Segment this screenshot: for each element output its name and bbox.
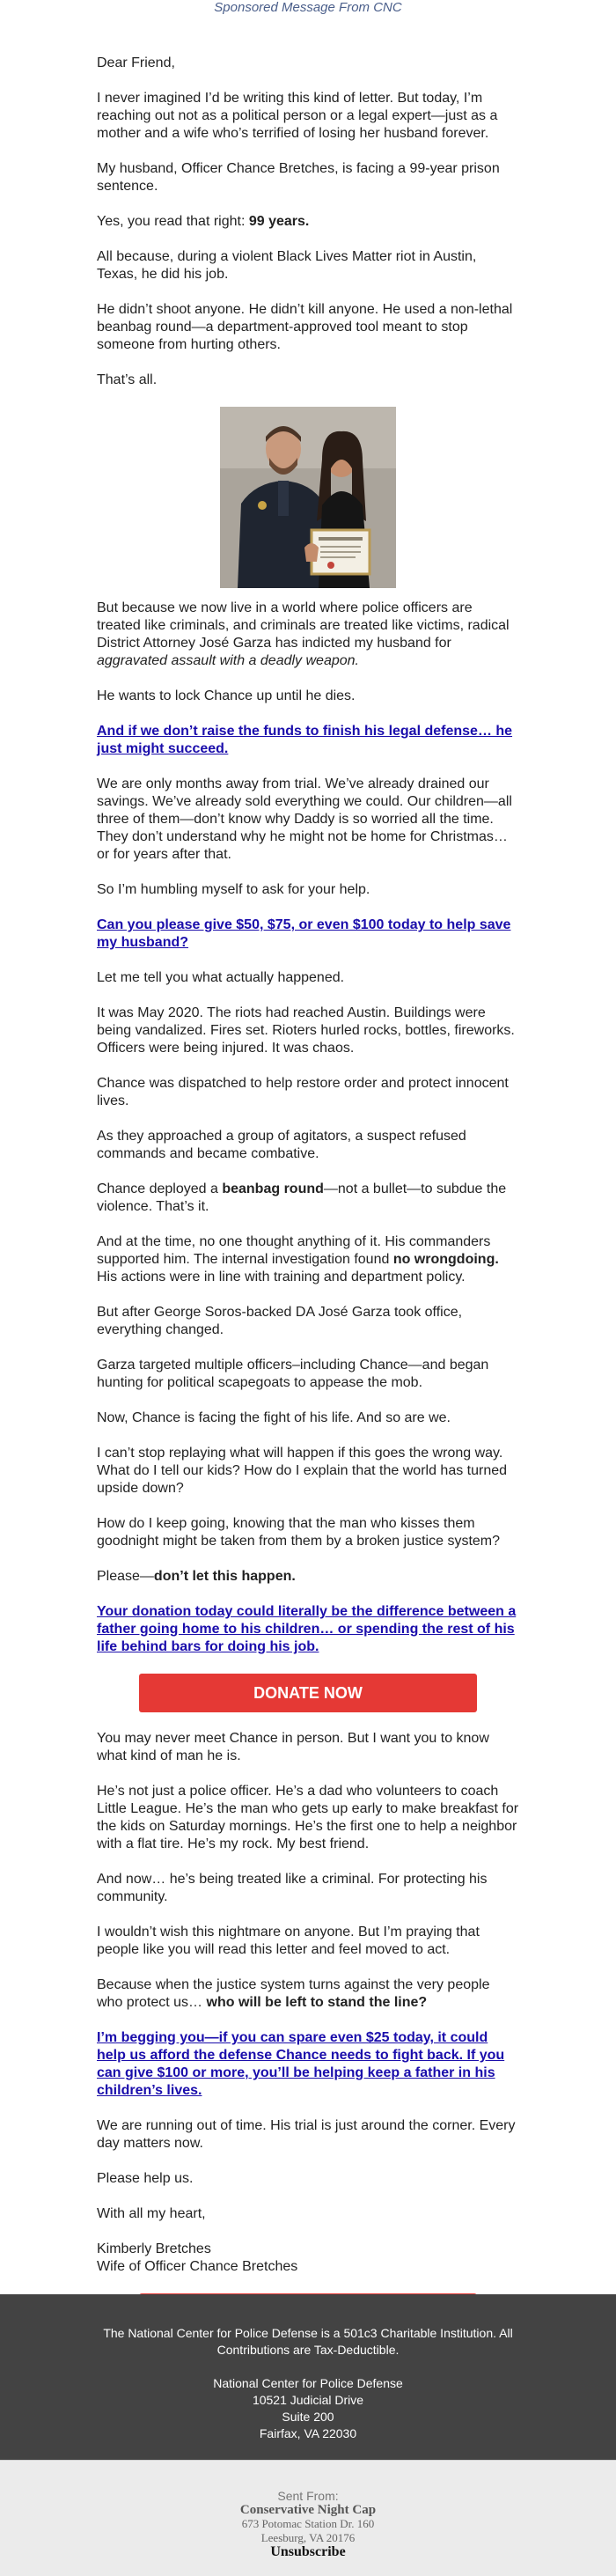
paragraph-text: —not a bullet—to subdue the violence. That’s it. — [97, 1181, 507, 1214]
paragraph: He wants to lock Chance up until he dies. — [97, 688, 356, 703]
paragraph-text: Yes, you read that right: — [97, 214, 249, 229]
paragraph: I can’t stop replaying what will happen if this goes the wrong way. What do I tell our kids? How do I explain that the world has turned upside down? — [97, 1446, 508, 1496]
donation-link[interactable]: I’m begging you—if you can spare even $25 today, it could help us afford the defense Chance needs to fight back. If you can give $100 or more, you’ll be helping keep a father in his children’s lives. — [97, 2030, 505, 2098]
paragraph: Let me tell you what actually happened. — [97, 970, 345, 985]
signature — [97, 2241, 519, 2276]
donate-button-container — [97, 1674, 519, 1712]
paragraph — [97, 1181, 519, 1216]
paragraph: My husband, Officer Chance Bretches, is facing a 99-year prison sentence. — [97, 161, 500, 194]
paragraph: Now, Chance is facing the fight of his life. And so are we. — [97, 1410, 451, 1425]
paragraph — [97, 213, 519, 231]
paragraph: We are running out of time. His trial is just around the corner. Every day matters now. — [97, 2118, 516, 2151]
sender-address-line: Leesburg, VA 20176 — [260, 2531, 356, 2544]
letter-body — [97, 55, 519, 2350]
sender-footer — [0, 2460, 616, 2576]
tax-disclaimer: The National Center for Police Defense is a 501c3 Charitable Institution. All Contributions are Tax-Deductible. — [103, 2326, 513, 2357]
paragraph-text: But because we now live in a world where police officers are treated like criminals, and criminals are treated like victims, radical District Attorney José Garza has indicted my husband for — [97, 600, 510, 651]
sent-from-label: Sent From: — [277, 2489, 339, 2503]
family-photo — [220, 407, 396, 588]
paragraph: All because, during a violent Black Lives Matter riot in Austin, Texas, he did his job. — [97, 249, 477, 282]
paragraph: Garza targeted multiple officers–including Chance—and began hunting for political scapegoats to appease the mob. — [97, 1358, 489, 1390]
paragraph: Please help us. — [97, 2171, 194, 2186]
address-line: Fairfax, VA 22030 — [259, 2426, 357, 2440]
paragraph-text: And at the time, no one thought anything of it. His commanders supported him. The internal investigation found — [97, 1234, 491, 1267]
italic-text: aggravated assault with a deadly weapon. — [97, 653, 359, 668]
paragraph: That’s all. — [97, 372, 158, 387]
sender-name: Conservative Night Cap — [239, 2503, 377, 2517]
organization-address — [79, 2375, 537, 2442]
signature-name: Kimberly Bretches — [97, 2241, 211, 2256]
organization-footer — [0, 2294, 616, 2460]
address-line: Suite 200 — [282, 2410, 334, 2424]
paragraph: Chance was dispatched to help restore order and protect innocent lives. — [97, 1076, 509, 1108]
emphasis-text: don’t let this happen. — [153, 1569, 296, 1584]
paragraph: I wouldn’t wish this nightmare on anyone. But I’m praying that people like you will read this letter and feel moved to act. — [97, 1925, 480, 1957]
paragraph-text: Please— — [97, 1569, 154, 1584]
sender-address-line: 673 Potomac Station Dr. 160 — [241, 2517, 375, 2530]
paragraph-text: His actions were in line with training and department policy. — [97, 1270, 466, 1284]
paragraph: He’s not just a police officer. He’s a dad who volunteers to coach Little League. He’s the man who gets up early to make breakfast for the kids on Saturday mornings. He’s the first one to help a neighbor with a flat tire. He’s my rock. My best friend. — [97, 1784, 519, 1851]
paragraph-text: Chance deployed a — [97, 1181, 223, 1196]
emphasis-text: beanbag round — [222, 1181, 324, 1196]
paragraph — [97, 600, 519, 670]
photo-container — [97, 407, 519, 593]
emphasis-text: 99 years. — [248, 214, 310, 229]
paragraph — [97, 1976, 519, 2012]
donation-link[interactable]: And if we don’t raise the funds to finish his legal defense… he just might succeed. — [97, 724, 513, 756]
paragraph: And now… he’s being treated like a criminal. For protecting his community. — [97, 1872, 488, 1904]
emphasis-text: who will be left to stand the line? — [206, 1995, 428, 2010]
paragraph: He didn’t shoot anyone. He didn’t kill anyone. He used a non-lethal beanbag round—a department-approved tool meant to stop someone from hurting others. — [97, 302, 513, 352]
paragraph — [97, 1568, 519, 1586]
paragraph: We are only months away from trial. We’ve already drained our savings. We’ve already sold everything we could. Our children—all three of them—don’t know why Daddy is so worried all the time. They don’t understand why he might not be home for Christmas… or for years after that. — [97, 776, 512, 862]
signature-title: Wife of Officer Chance Bretches — [97, 2259, 298, 2274]
paragraph-text: Because when the justice system turns against the very people who protect us… — [97, 1977, 490, 2010]
paragraph: You may never meet Chance in person. But I want you to know what kind of man he is. — [97, 1731, 489, 1763]
greeting: Dear Friend, — [97, 55, 175, 70]
emphasis-text: no wrongdoing. — [392, 1252, 499, 1267]
paragraph: With all my heart, — [97, 2206, 206, 2221]
photo-illustration — [220, 407, 396, 588]
sponsor-banner: Sponsored Message From CNC — [214, 0, 402, 15]
paragraph: How do I keep going, knowing that the man who kisses them goodnight might be taken from them by a broken justice system? — [97, 1516, 501, 1549]
paragraph: But after George Soros-backed DA José Garza took office, everything changed. — [97, 1305, 463, 1337]
unsubscribe-link[interactable]: Unsubscribe — [270, 2544, 346, 2559]
donate-now-button[interactable]: DONATE NOW — [139, 1674, 477, 1712]
paragraph: It was May 2020. The riots had reached Austin. Buildings were being vandalized. Fires set. Rioters hurled rocks, bottles, fireworks. Officers were being injured. It was chaos. — [97, 1005, 515, 1056]
donation-link[interactable]: Can you please give $50, $75, or even $100 today to help save my husband? — [97, 917, 511, 950]
organization-name: National Center for Police Defense — [213, 2376, 403, 2390]
paragraph: I never imagined I’d be writing this kind of letter. But today, I’m reaching out not as a political person or a legal expert—just as a mother and a wife who’s terrified of losing her husband forever. — [97, 91, 498, 141]
paragraph: As they approached a group of agitators, a suspect refused commands and became combative. — [97, 1129, 466, 1161]
paragraph — [97, 1233, 519, 1286]
donation-link[interactable]: Your donation today could literally be the difference between a father going home to his children… or spending the rest of his life behind bars for doing his job. — [97, 1604, 517, 1654]
address-line: 10521 Judicial Drive — [252, 2393, 364, 2407]
paragraph: So I’m humbling myself to ask for your help. — [97, 882, 370, 897]
